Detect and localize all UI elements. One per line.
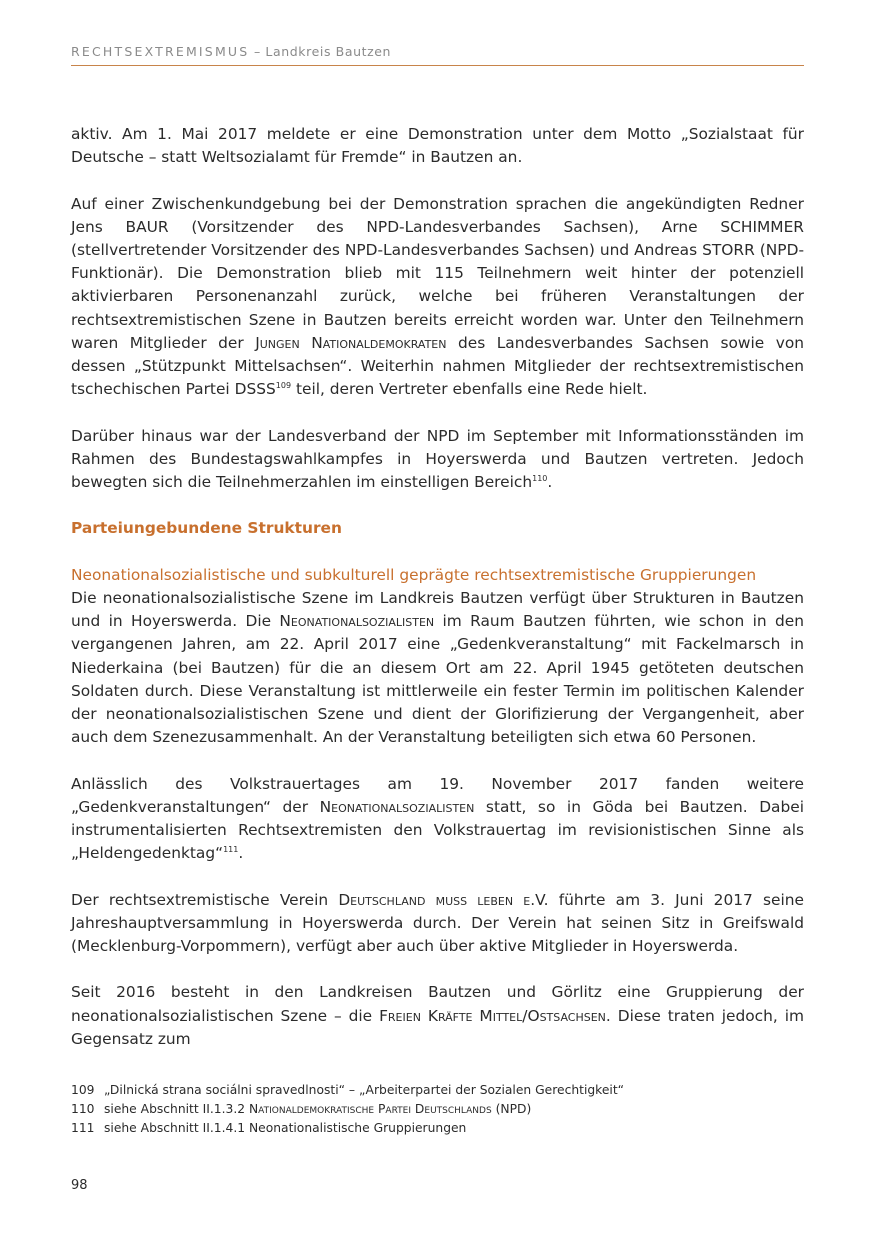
text-run: „Dilnická strana sociálni spravedlnosti“ – „Arbeiterpartei der Sozialen Gerechtigkeit“: [104, 1083, 625, 1097]
footnote-number: 111: [71, 1121, 95, 1135]
paragraph-5: [71, 773, 804, 866]
text-run: Der rechtsextremistische Verein: [71, 890, 339, 909]
text-run: . Diese traten jedoch, im Gegensatz zum: [71, 1006, 804, 1048]
body-text: [71, 123, 804, 1074]
text-run: siehe Abschnitt II.1.4.1 Neonationalistische Gruppierungen: [104, 1121, 467, 1135]
paragraph-2: [71, 193, 804, 402]
text-run: .: [238, 844, 244, 863]
footnote-text: [104, 1100, 531, 1119]
section-heading: Parteiungebundene Strukturen: [71, 519, 342, 538]
footnote-text: [104, 1119, 466, 1138]
text-run: Die neonationalsozialistische Szene im Landkreis Bautzen verfügt über Strukturen in Bautzen und in Hoyerswerda. Die: [71, 589, 804, 631]
footnote-number: 109: [71, 1083, 95, 1097]
text-run: Seit 2016 besteht in den Landkreisen Bautzen und Görlitz eine Gruppierung der neonationalsozialistischen Szene – die: [71, 983, 804, 1025]
running-header: [71, 44, 804, 59]
footnote-ref[interactable]: 111: [223, 845, 239, 855]
paragraph-1: aktiv. Am 1. Mai 2017 meldete er eine Demonstration unter dem Motto „Sozialstaat für Deutsche – statt Weltsozialamt für Fremde“ in Bautzen an.: [71, 125, 804, 167]
text-run: im Raum Bautzen führten, wie schon in den vergangenen Jahren, am 22. April 2017 eine „Gedenkveranstaltung“ mit Fackelmarsch in Niederkaina (bei Bautzen) für die an diesem Ort am 22. April 1945 getöteten deutschen Soldaten durch. Diese Veranstaltung ist mittlerweile ein fester Termin im politischen Kalender der neonationalsozialistischen Szene und dient der Glorifizierung der Vergangenheit, aber auch dem Szenezusammenhalt. An der Veranstaltung beteiligten sich etwa 60 Personen.: [71, 612, 804, 747]
text-run: führte am 3. Juni 2017 seine Jahreshauptversammlung in Hoyerswerda durch. Der Verein hat seinen Sitz in Greifswald (Mecklenburg-Vorpommern), verfügt aber auch über aktive Mitglieder in Hoyerswerda.: [71, 890, 804, 956]
header-rule: [71, 65, 804, 66]
text-run: Anlässlich des Volkstrauertages am 19. November 2017 fanden weitere „Gedenkveranstaltungen“ der: [71, 774, 804, 816]
text-run: (NPD): [491, 1102, 532, 1116]
text-run: Darüber hinaus war der Landesverband der NPD im September mit Informationsständen im Rahmen des Bundestagswahlkampfes in Hoyerswerda und Bautzen vertreten. Jedoch bewegten sich die Teilnehmerzahlen im einstelligen Bereich: [71, 426, 804, 492]
org-name: Jungen Nationaldemokraten: [255, 333, 447, 352]
org-name: Deutschland muss leben e.V.: [338, 890, 549, 909]
org-name: Neonationalsozialisten: [279, 612, 435, 631]
text-run: .: [547, 473, 553, 492]
subsection-heading: Neonationalsozialistische und subkulturell geprägte rechtsextremistische Gruppierungen: [71, 565, 757, 584]
footnote-ref[interactable]: 110: [532, 474, 548, 484]
header-section: RECHTSEXTREMISMUS: [71, 44, 250, 59]
header-subtitle: – Landkreis Bautzen: [249, 44, 392, 59]
paragraph-3: [71, 425, 804, 495]
footnotes: [71, 1081, 804, 1138]
footnote-text: [104, 1081, 624, 1100]
org-name: Nationaldemokratische Partei Deutschlands: [248, 1102, 492, 1116]
org-name: Freien Kräfte Mittel/Ostsachsen: [379, 1006, 606, 1025]
text-run: siehe Abschnitt II.1.3.2: [104, 1102, 249, 1116]
footnote-item: [71, 1119, 804, 1138]
org-name: Neonationalsozialisten: [319, 797, 475, 816]
paragraph-4: [71, 587, 804, 749]
footnote-item: [71, 1100, 804, 1119]
footnote-ref[interactable]: 109: [275, 381, 292, 391]
text-run: teil, deren Vertreter ebenfalls eine Rede hielt.: [291, 380, 648, 399]
footnote-number: 110: [71, 1102, 95, 1116]
text-run: statt, so in Göda bei Bautzen. Dabei instrumentalisierten Rechtsextremisten den Volkstrauertag im revisionistischen Sinne als „Heldengedenktag“: [71, 797, 804, 863]
text-run: des Landesverbandes Sachsen sowie von dessen „Stützpunkt Mittelsachsen“. Weiterhin nahmen Mitglieder der rechtsextremistischen tschechischen Partei DSSS: [71, 333, 805, 399]
paragraph-7: [71, 981, 804, 1051]
page-number: 98: [71, 1178, 88, 1193]
text-run: Auf einer Zwischenkundgebung bei der Demonstration sprachen die angekündigten Redner Jens BAUR (Vorsitzender des NPD-Landesverbandes Sachsen), Arne SCHIMMER (stellvertretender Vorsitzender des NPD-Landesverbandes Sachsen) und Andreas STORR (NPD-Funktionär). Die Demonstration blieb mit 115 Teilnehmern weit hinter der potenziell aktivierbaren Personenanzahl zurück, welche bei früheren Veranstaltungen der rechtsextremistischen Szene in Bautzen bereits erreicht worden war. Unter den Teilnehmern waren Mitglieder der: [71, 194, 804, 352]
paragraph-6: [71, 889, 804, 959]
footnote-item: [71, 1081, 804, 1100]
